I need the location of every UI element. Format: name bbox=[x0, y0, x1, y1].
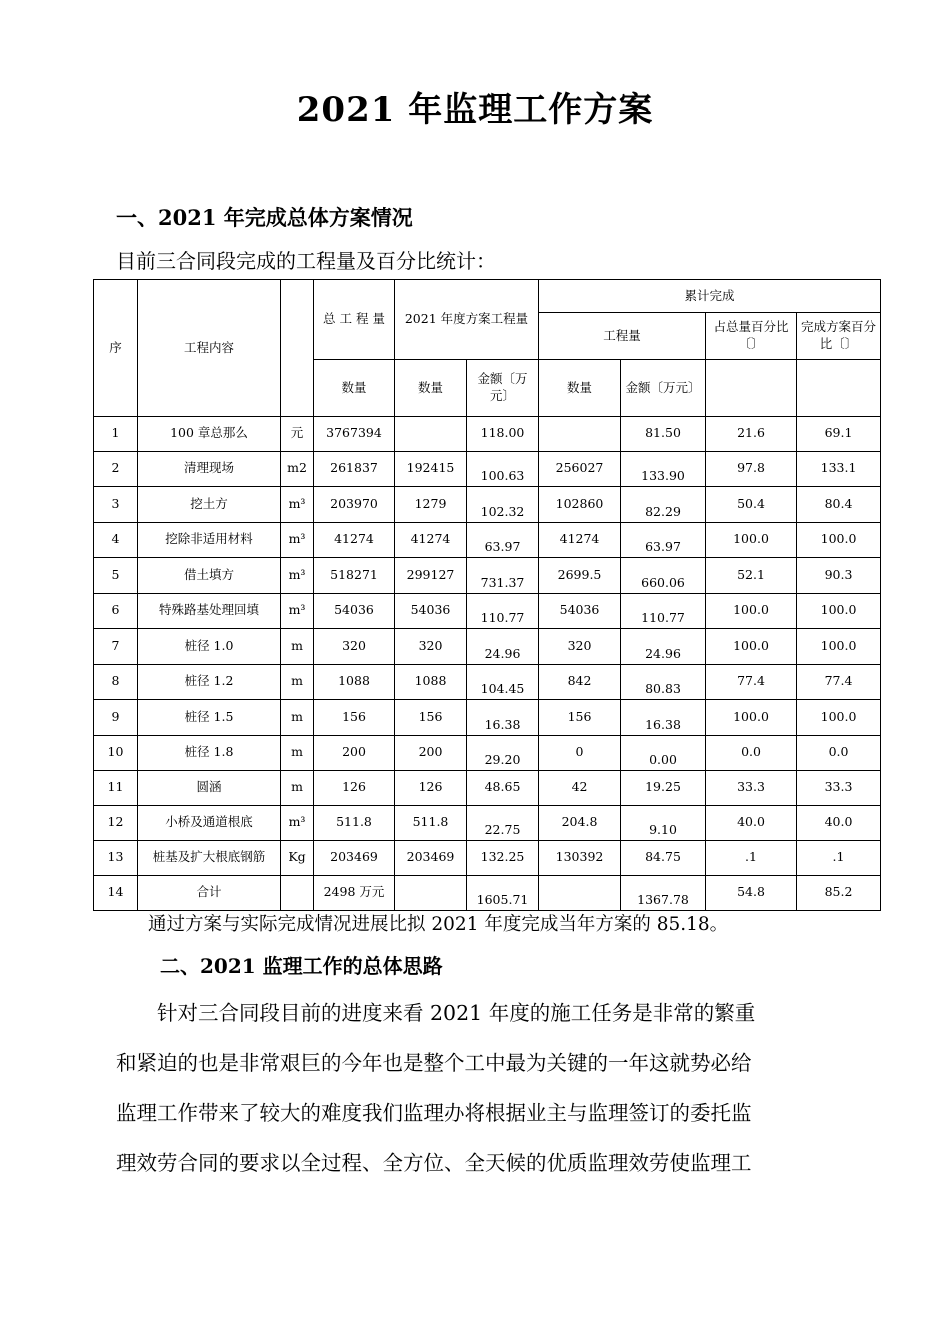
cell-unit bbox=[281, 875, 314, 911]
cell-cum-qty: 204.8 bbox=[539, 805, 621, 841]
cell-plan-amt: 22.75 bbox=[467, 805, 539, 841]
cell-unit: m³ bbox=[281, 487, 314, 523]
cell-cum-amt: 133.90 bbox=[621, 451, 706, 487]
header-amount: 金额〔万元〕 bbox=[467, 360, 539, 417]
cell-unit: m bbox=[281, 700, 314, 736]
cell-content: 桩基及扩大根底钢筋 bbox=[138, 841, 281, 876]
cell-pct-total: 50.4 bbox=[706, 487, 797, 523]
cell-content: 小桥及通道根底 bbox=[138, 805, 281, 841]
table-row bbox=[94, 735, 881, 771]
cell-pct-plan: 40.0 bbox=[797, 805, 881, 841]
cell-plan-amt: 16.38 bbox=[467, 700, 539, 736]
cell-unit: m bbox=[281, 771, 314, 806]
table-row bbox=[94, 558, 881, 594]
cell-content: 清理现场 bbox=[138, 451, 281, 487]
header-qty: 数量 bbox=[539, 360, 621, 417]
cell-total: 203469 bbox=[314, 841, 395, 876]
header-content: 工程内容 bbox=[138, 280, 281, 417]
cell-cum-amt: 110.77 bbox=[621, 593, 706, 629]
cell-content: 100 章总那么 bbox=[138, 417, 281, 452]
header-empty bbox=[797, 360, 881, 417]
cell-pct-plan: 33.3 bbox=[797, 771, 881, 806]
cell-total: 200 bbox=[314, 735, 395, 771]
header-amount: 金额〔万元〕 bbox=[621, 360, 706, 417]
cell-content: 桩径 1.5 bbox=[138, 700, 281, 736]
cell-seq: 2 bbox=[94, 451, 138, 487]
header-pct-total: 占总量百分比〔〕 bbox=[706, 313, 797, 360]
paragraph-line: 针对三合同段目前的进度来看 2021 年度的施工任务是非常的繁重 bbox=[157, 1001, 756, 1025]
cell-content: 挖土方 bbox=[138, 487, 281, 523]
header-qty: 数量 bbox=[395, 360, 467, 417]
cell-cum-qty: 320 bbox=[539, 629, 621, 665]
cell-total: 261837 bbox=[314, 451, 395, 487]
cell-content: 挖除非适用材料 bbox=[138, 522, 281, 558]
cell-total: 1088 bbox=[314, 664, 395, 700]
header-plan-2021: 2021 年度方案工程量 bbox=[395, 280, 539, 360]
completion-summary: 通过方案与实际完成情况进展比拟 2021 年度完成当年方案的 85.18。 bbox=[148, 914, 729, 935]
section-2-heading: 二、2021 监理工作的总体思路 bbox=[160, 954, 443, 978]
cell-unit: m³ bbox=[281, 805, 314, 841]
section-1-intro: 目前三合同段完成的工程量及百分比统计： bbox=[116, 249, 496, 273]
cell-content: 借土填方 bbox=[138, 558, 281, 594]
table-row bbox=[94, 700, 881, 736]
cell-pct-total: 100.0 bbox=[706, 593, 797, 629]
cell-total: 156 bbox=[314, 700, 395, 736]
cell-seq: 1 bbox=[94, 417, 138, 452]
cell-seq: 4 bbox=[94, 522, 138, 558]
cell-cum-qty: 156 bbox=[539, 700, 621, 736]
cell-plan-qty: 41274 bbox=[395, 522, 467, 558]
cell-pct-plan: 69.1 bbox=[797, 417, 881, 452]
cell-plan-qty: 1088 bbox=[395, 664, 467, 700]
cell-plan-amt: 100.63 bbox=[467, 451, 539, 487]
header-empty bbox=[706, 360, 797, 417]
cell-total: 511.8 bbox=[314, 805, 395, 841]
cell-seq: 6 bbox=[94, 593, 138, 629]
cell-total: 203970 bbox=[314, 487, 395, 523]
cell-pct-plan: 100.0 bbox=[797, 593, 881, 629]
cell-pct-total: .1 bbox=[706, 841, 797, 876]
paragraph-line: 监理工作带来了较大的难度我们监理办将根据业主与监理签订的委托监 bbox=[116, 1101, 752, 1125]
cell-pct-plan: 80.4 bbox=[797, 487, 881, 523]
cell-pct-total: 97.8 bbox=[706, 451, 797, 487]
cell-plan-amt: 118.00 bbox=[467, 417, 539, 452]
paragraph-line: 和紧迫的也是非常艰巨的今年也是整个工中最为关键的一年这就势必给 bbox=[116, 1051, 752, 1075]
cell-seq: 10 bbox=[94, 735, 138, 771]
table-row bbox=[94, 841, 881, 876]
cell-plan-amt: 63.97 bbox=[467, 522, 539, 558]
cell-cum-amt: 82.29 bbox=[621, 487, 706, 523]
cell-pct-plan: 0.0 bbox=[797, 735, 881, 771]
cell-seq: 9 bbox=[94, 700, 138, 736]
cell-plan-amt: 731.37 bbox=[467, 558, 539, 594]
cell-unit: m³ bbox=[281, 558, 314, 594]
cell-seq: 5 bbox=[94, 558, 138, 594]
cell-plan-amt: 132.25 bbox=[467, 841, 539, 876]
header-cumulative: 累计完成 bbox=[539, 280, 881, 313]
page-title: 2021 年监理工作方案 bbox=[296, 90, 654, 130]
cell-unit: m³ bbox=[281, 593, 314, 629]
cell-pct-plan: 85.2 bbox=[797, 875, 881, 911]
cell-plan-amt: 104.45 bbox=[467, 664, 539, 700]
cell-seq: 3 bbox=[94, 487, 138, 523]
paragraph-line: 理效劳合同的要求以全过程、全方位、全天候的优质监理效劳使监理工 bbox=[116, 1151, 752, 1175]
cell-plan-amt: 48.65 bbox=[467, 771, 539, 806]
cell-pct-total: 21.6 bbox=[706, 417, 797, 452]
cell-pct-plan: .1 bbox=[797, 841, 881, 876]
cell-cum-amt: 19.25 bbox=[621, 771, 706, 806]
cell-unit: m2 bbox=[281, 451, 314, 487]
cell-cum-qty: 42 bbox=[539, 771, 621, 806]
cell-unit: m bbox=[281, 664, 314, 700]
cell-pct-total: 0.0 bbox=[706, 735, 797, 771]
cell-plan-qty: 511.8 bbox=[395, 805, 467, 841]
cell-cum-qty bbox=[539, 875, 621, 911]
cell-cum-qty: 842 bbox=[539, 664, 621, 700]
cell-cum-qty: 256027 bbox=[539, 451, 621, 487]
cell-total: 2498 万元 bbox=[314, 875, 395, 911]
cell-cum-amt: 16.38 bbox=[621, 700, 706, 736]
cell-pct-plan: 100.0 bbox=[797, 629, 881, 665]
cell-unit: m bbox=[281, 735, 314, 771]
table-row bbox=[94, 451, 881, 487]
cell-cum-amt: 9.10 bbox=[621, 805, 706, 841]
cell-pct-plan: 100.0 bbox=[797, 522, 881, 558]
cell-plan-amt: 29.20 bbox=[467, 735, 539, 771]
cell-pct-total: 100.0 bbox=[706, 700, 797, 736]
cell-total: 41274 bbox=[314, 522, 395, 558]
cell-plan-qty: 192415 bbox=[395, 451, 467, 487]
cell-plan-qty: 200 bbox=[395, 735, 467, 771]
cell-total: 3767394 bbox=[314, 417, 395, 452]
cell-pct-plan: 90.3 bbox=[797, 558, 881, 594]
cell-unit: m bbox=[281, 629, 314, 665]
progress-table bbox=[93, 279, 881, 911]
header-total-qty: 总 工 程 量 bbox=[314, 280, 395, 360]
table-row bbox=[94, 664, 881, 700]
section-1-heading: 一、2021 年完成总体方案情况 bbox=[116, 205, 413, 230]
header-seq: 序 bbox=[94, 280, 138, 417]
cell-cum-amt: 84.75 bbox=[621, 841, 706, 876]
cell-cum-amt: 24.96 bbox=[621, 629, 706, 665]
section-2-paragraph bbox=[116, 988, 856, 1188]
cell-content: 桩径 1.0 bbox=[138, 629, 281, 665]
cell-cum-qty: 54036 bbox=[539, 593, 621, 629]
table-row bbox=[94, 487, 881, 523]
cell-pct-total: 40.0 bbox=[706, 805, 797, 841]
cell-cum-qty: 130392 bbox=[539, 841, 621, 876]
cell-seq: 8 bbox=[94, 664, 138, 700]
cell-cum-amt: 81.50 bbox=[621, 417, 706, 452]
cell-cum-qty: 41274 bbox=[539, 522, 621, 558]
cell-plan-qty: 54036 bbox=[395, 593, 467, 629]
cell-plan-qty: 320 bbox=[395, 629, 467, 665]
cell-unit: Kg bbox=[281, 841, 314, 876]
cell-unit: m³ bbox=[281, 522, 314, 558]
table-row bbox=[94, 593, 881, 629]
cell-plan-amt: 102.32 bbox=[467, 487, 539, 523]
table-row bbox=[94, 629, 881, 665]
cell-plan-qty: 203469 bbox=[395, 841, 467, 876]
cell-pct-plan: 133.1 bbox=[797, 451, 881, 487]
cell-pct-total: 100.0 bbox=[706, 522, 797, 558]
cell-cum-amt: 660.06 bbox=[621, 558, 706, 594]
cell-plan-qty: 299127 bbox=[395, 558, 467, 594]
cell-pct-total: 52.1 bbox=[706, 558, 797, 594]
cell-cum-qty: 102860 bbox=[539, 487, 621, 523]
cell-plan-qty: 1279 bbox=[395, 487, 467, 523]
cell-unit: 元 bbox=[281, 417, 314, 452]
cell-content: 圆涵 bbox=[138, 771, 281, 806]
cell-plan-qty bbox=[395, 875, 467, 911]
cell-total: 320 bbox=[314, 629, 395, 665]
cell-pct-total: 54.8 bbox=[706, 875, 797, 911]
table-row bbox=[94, 771, 881, 806]
cell-cum-amt: 63.97 bbox=[621, 522, 706, 558]
table-row bbox=[94, 805, 881, 841]
cell-plan-qty bbox=[395, 417, 467, 452]
table-row bbox=[94, 875, 881, 911]
cell-seq: 12 bbox=[94, 805, 138, 841]
cell-plan-amt: 1605.71 bbox=[467, 875, 539, 911]
cell-pct-total: 100.0 bbox=[706, 629, 797, 665]
cell-plan-amt: 110.77 bbox=[467, 593, 539, 629]
cell-content: 桩径 1.2 bbox=[138, 664, 281, 700]
cell-cum-amt: 0.00 bbox=[621, 735, 706, 771]
cell-total: 518271 bbox=[314, 558, 395, 594]
cell-cum-amt: 80.83 bbox=[621, 664, 706, 700]
header-unit bbox=[281, 280, 314, 417]
cell-content: 特殊路基处理回填 bbox=[138, 593, 281, 629]
table-row bbox=[94, 417, 881, 452]
cell-seq: 14 bbox=[94, 875, 138, 911]
cell-cum-qty bbox=[539, 417, 621, 452]
cell-cum-qty: 0 bbox=[539, 735, 621, 771]
header-pct-plan: 完成方案百分比〔〕 bbox=[797, 313, 881, 360]
table-row bbox=[94, 522, 881, 558]
cell-total: 126 bbox=[314, 771, 395, 806]
cell-plan-qty: 126 bbox=[395, 771, 467, 806]
cell-plan-qty: 156 bbox=[395, 700, 467, 736]
cell-content: 桩径 1.8 bbox=[138, 735, 281, 771]
header-work-qty: 工程量 bbox=[539, 313, 706, 360]
cell-content: 合计 bbox=[138, 875, 281, 911]
cell-seq: 7 bbox=[94, 629, 138, 665]
cell-seq: 11 bbox=[94, 771, 138, 806]
cell-total: 54036 bbox=[314, 593, 395, 629]
cell-plan-amt: 24.96 bbox=[467, 629, 539, 665]
cell-pct-total: 33.3 bbox=[706, 771, 797, 806]
cell-cum-amt: 1367.78 bbox=[621, 875, 706, 911]
cell-seq: 13 bbox=[94, 841, 138, 876]
cell-cum-qty: 2699.5 bbox=[539, 558, 621, 594]
header-qty: 数量 bbox=[314, 360, 395, 417]
cell-pct-plan: 77.4 bbox=[797, 664, 881, 700]
cell-pct-total: 77.4 bbox=[706, 664, 797, 700]
cell-pct-plan: 100.0 bbox=[797, 700, 881, 736]
